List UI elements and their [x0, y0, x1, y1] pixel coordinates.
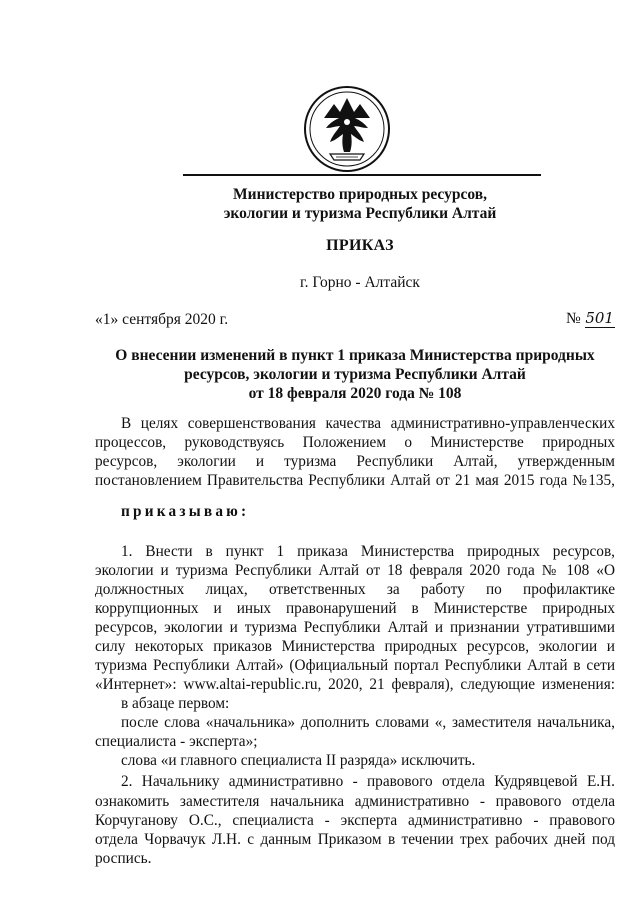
preamble-line: ресурсов, экологии и туризма Республики Алтай, утвержденным — [95, 453, 615, 470]
number-value: 501 — [585, 309, 614, 327]
coat-of-arms-icon — [302, 84, 392, 174]
item1-line: ресурсов, экологии и туризма Республики Алтай и признании утратившими — [95, 619, 615, 636]
item2-line: отдела Чорвачук Л.Н. с данным Приказом в течении трех рабочих дней под — [95, 831, 615, 848]
item1-line: специалиста - эксперта»; — [95, 733, 258, 750]
title-line: О внесении изменений в пункт 1 приказа Министерства природных — [115, 347, 595, 364]
order-word: приказываю: — [121, 503, 250, 520]
item1-line: туризма Республики Алтай» (Официальный портал Республики Алтай в сети — [95, 657, 615, 674]
item2-line: 2. Начальнику административно - правового отдела Кудрявцевой Е.Н. — [121, 773, 615, 790]
city: г. Горно - Алтайск — [300, 274, 420, 291]
preamble-line: постановлением Правительства Республики Алтай от 21 мая 2015 года №135, — [95, 472, 615, 489]
preamble-line: процессов, руководствуясь Положением о Министерстве природных — [95, 434, 615, 451]
item1-line: силу некоторых приказов Министерства природных ресурсов, экологии и — [95, 638, 615, 655]
item1-line: слова «и главного специалиста II разряда» исключить. — [121, 752, 476, 769]
ministry-name-line1: Министерство природных ресурсов, — [233, 186, 487, 203]
item1-line: «Интернет»: www.altai-republic.ru, 2020, 21 февраля), следующие изменения: — [95, 676, 615, 693]
item1-line: в абзаце первом: — [121, 695, 230, 712]
item1-line: коррупционных и иных правонарушений в Министерстве природных — [95, 600, 615, 617]
header-divider — [183, 174, 541, 176]
item1-line: 1. Внести в пункт 1 приказа Министерства природных ресурсов, — [121, 543, 615, 560]
item2-line: роспись. — [95, 850, 152, 867]
preamble-line: В целях совершенствования качества административно-управленческих — [121, 415, 615, 432]
number-label: № — [566, 310, 581, 327]
item1-line: после слова «начальника» дополнить словами «, заместителя начальника, — [121, 714, 615, 731]
document-number — [566, 309, 615, 328]
title-line: от 18 февраля 2020 года № 108 — [248, 385, 462, 402]
ministry-name-line2: экологии и туризма Республики Алтай — [223, 205, 497, 222]
item1-line: экологии и туризма Республики Алтай от 18 февраля 2020 года № 108 «О — [95, 562, 615, 579]
item1-line: должностных лицах, ответственных за работу по профилактике — [95, 581, 615, 598]
title-line: ресурсов, экологии и туризма Республики Алтай — [184, 366, 526, 383]
item2-line: Корчуганову О.С., специалиста - эксперта административно - правового — [95, 812, 615, 829]
item2-line: ознакомить заместителя начальника административно - правового отдела — [95, 793, 615, 810]
document-date: «1» сентября 2020 г. — [95, 311, 229, 328]
document-type: ПРИКАЗ — [326, 237, 394, 254]
